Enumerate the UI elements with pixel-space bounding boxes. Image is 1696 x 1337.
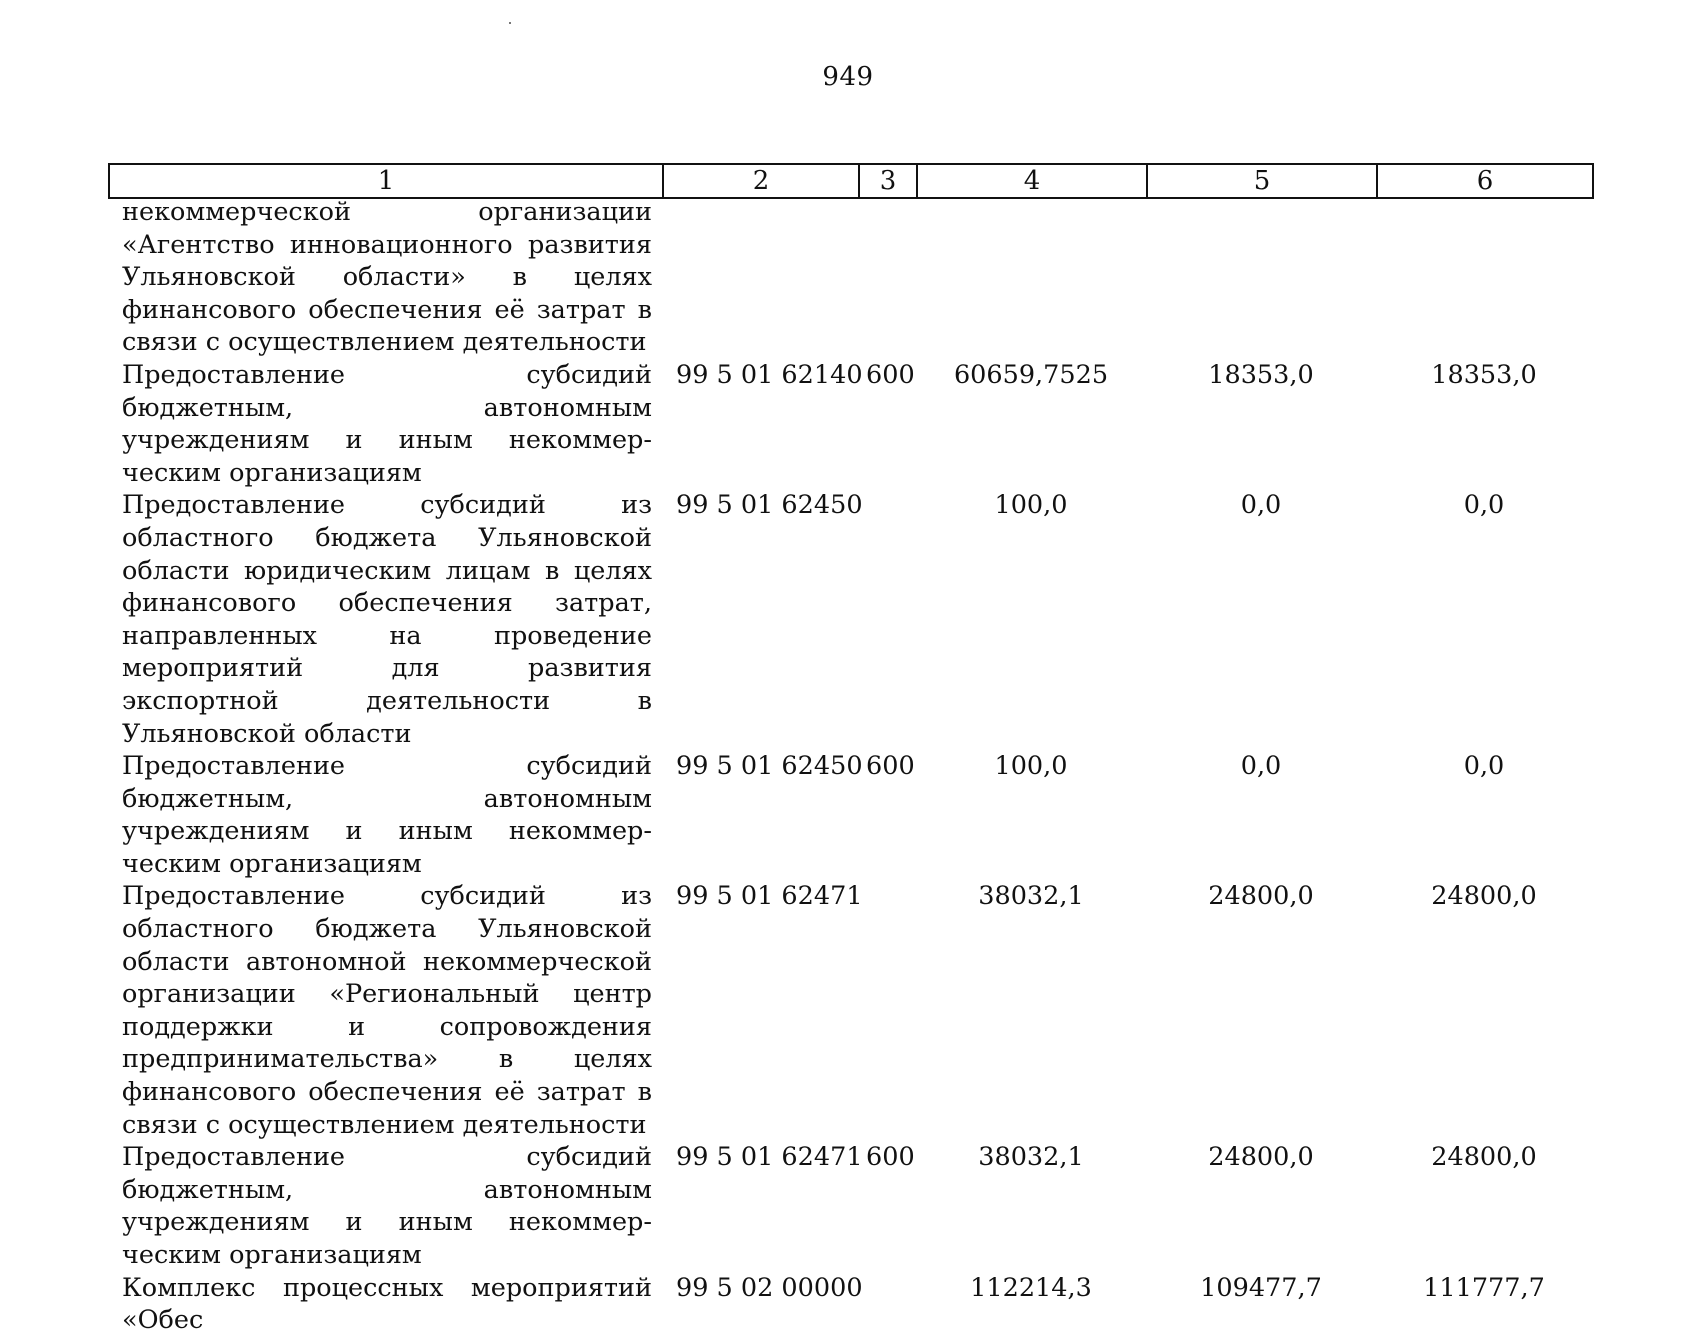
- row-name: Предоставление субсидий бюджетным, автономным учреждениям и иным некоммерческим организациям: [122, 1142, 652, 1270]
- row-type: 600: [866, 751, 915, 782]
- row-value-6: 0,0: [1463, 751, 1505, 782]
- row-name: некоммерческой организации «Агентство инновационного развития Ульяновской области» в целях финансового обеспечения её затрат в связи с осуществлением деятельности: [122, 197, 652, 358]
- row-name: Комплекс процессных мероприятий «Обес: [122, 1272, 652, 1336]
- row-name: Предоставление субсидий из областного бюджета Ульяновской области юридическим лицам в целях финансового обеспечения затрат, направленных на проведение мероприятий для развития экспортной деятельности в Ульяновской области: [122, 490, 652, 749]
- row-code: 99 5 01 62140: [676, 359, 863, 390]
- row-type: [858, 489, 916, 750]
- header-col-3: 3: [859, 164, 917, 198]
- row-value-5: 24800,0: [1208, 881, 1314, 912]
- row-value-6: 111777,7: [1423, 1272, 1545, 1303]
- header-col-4: 4: [917, 164, 1147, 198]
- page-number: 949: [822, 62, 874, 92]
- row-type: [858, 880, 916, 1141]
- table-row: [108, 196, 1592, 359]
- table-row: [108, 1141, 1592, 1271]
- row-code: 99 5 01 62450: [676, 490, 863, 521]
- row-value-5: 109477,7: [1200, 1272, 1322, 1303]
- row-value-5: 0,0: [1240, 751, 1282, 782]
- row-value-6: 0,0: [1463, 490, 1505, 521]
- row-type: [858, 196, 916, 359]
- row-value-5: [1146, 196, 1376, 359]
- row-type: 600: [866, 359, 915, 390]
- row-value-5: 0,0: [1240, 490, 1282, 521]
- row-value-6: 18353,0: [1431, 359, 1537, 390]
- header-row: [109, 164, 1593, 198]
- header-col-6: 6: [1377, 164, 1593, 198]
- row-value-4: 60659,7525: [953, 359, 1109, 390]
- row-value-6: [1376, 196, 1592, 359]
- row-code: 99 5 01 62471: [676, 1142, 863, 1173]
- row-name: Предоставление субсидий бюджетным, автономным учреждениям и иным некоммерческим организациям: [122, 751, 652, 879]
- row-value-4: 38032,1: [978, 881, 1084, 912]
- row-code: 99 5 01 62450: [676, 751, 863, 782]
- header-col-2: 2: [663, 164, 859, 198]
- row-code: 99 5 01 62471: [676, 881, 863, 912]
- row-value-5: 18353,0: [1208, 359, 1314, 390]
- table-header: [108, 163, 1594, 199]
- table-row: [108, 880, 1592, 1141]
- header-col-5: 5: [1147, 164, 1377, 198]
- table-row: [108, 489, 1592, 750]
- row-type: 600: [866, 1142, 915, 1173]
- row-value-4: 112214,3: [970, 1272, 1092, 1303]
- table-row: [108, 1272, 1592, 1337]
- row-value-4: 100,0: [994, 751, 1068, 782]
- row-code: 99 5 02 00000: [676, 1272, 863, 1303]
- row-value-6: 24800,0: [1431, 881, 1537, 912]
- row-type: [858, 1272, 916, 1337]
- table-row: [108, 750, 1592, 880]
- row-name: Предоставление субсидий бюджетным, автономным учреждениям и иным некоммерческим организациям: [122, 359, 652, 488]
- scan-speck: [509, 22, 511, 24]
- row-value-4: [916, 196, 1146, 359]
- header-col-1: 1: [109, 164, 663, 198]
- row-value-6: 24800,0: [1431, 1142, 1537, 1173]
- row-value-5: 24800,0: [1208, 1142, 1314, 1173]
- row-value-4: 100,0: [994, 490, 1068, 521]
- row-value-4: 38032,1: [978, 1142, 1084, 1173]
- row-code: [662, 196, 858, 359]
- budget-table: [108, 196, 1592, 1337]
- table-row: [108, 359, 1592, 489]
- row-name: Предоставление субсидий из областного бюджета Ульяновской области автономной некоммерческой организации «Региональный центр поддержки и сопровождения предпринимательства» в целях финансового обеспечения её затрат в связи с осуществлением деятельности: [122, 881, 652, 1140]
